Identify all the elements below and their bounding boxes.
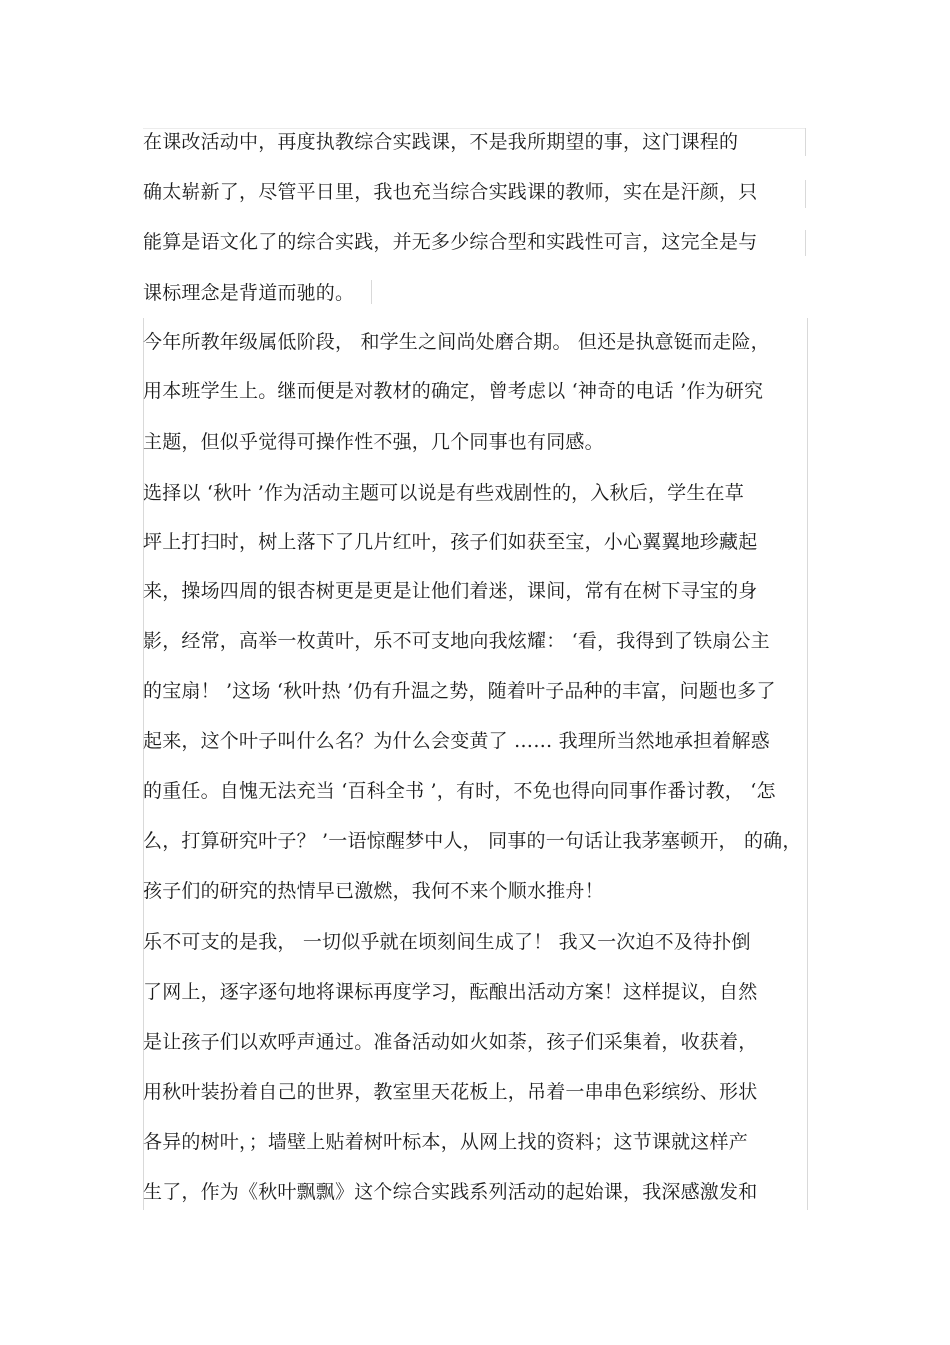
text-line: 用本班学生上。继而便是对教材的确定，曾考虑以 ‘神奇的电话 ’作为研究 xyxy=(143,380,764,402)
text-line: 选择以 ‘秋叶 ’作为活动主题可以说是有些戏剧性的，入秋后，学生在草 xyxy=(143,482,744,504)
text-line: 是让孩子们以欢呼声通过。准备活动如火如荼，孩子们采集着，收获着， xyxy=(143,1031,758,1053)
text-line: 影，经常，高举一枚黄叶，乐不可支地向我炫耀： ‘看，我得到了铁扇公主 xyxy=(143,630,770,652)
text-line: 起来，这个叶子叫什么名？为什么会变黄了 …… 我理所当然地承担着解惑 xyxy=(143,730,770,752)
text-line: 课标理念是背道而驰的。 xyxy=(143,282,355,304)
border-line xyxy=(807,318,808,1210)
text-line: 主题，但似乎觉得可操作性不强，几个同事也有同感。 xyxy=(143,431,604,453)
text-line: 么，打算研究叶子？ ’一语惊醒梦中人， 同事的一句话让我茅塞顿开， 的确， xyxy=(143,830,802,852)
border-line xyxy=(805,230,806,256)
text-line: 能算是语文化了的综合实践，并无多少综合型和实践性可言，这完全是与 xyxy=(143,231,758,253)
text-line: 各异的树叶，；墙壁上贴着树叶标本，从网上找的资料；这节课就这样产 xyxy=(143,1131,748,1153)
text-line: 的重任。自愧无法充当 ‘百科全书 ’，有时，不免也得向同事作番讨教， ‘怎 xyxy=(143,780,776,802)
text-line: 孩子们的研究的热情早已激燃，我何不来个顺水推舟！ xyxy=(143,880,604,902)
text-line: 了网上，逐字逐句地将课标再度学习，酝酿出活动方案！这样提议，自然 xyxy=(143,981,758,1003)
border-line xyxy=(371,280,372,304)
text-line: 在课改活动中，再度执教综合实践课，不是我所期望的事，这门课程的 xyxy=(143,131,739,153)
text-line: 用秋叶装扮着自己的世界，教室里天花板上，吊着一串串色彩缤纷、形状 xyxy=(143,1081,758,1103)
border-line xyxy=(143,128,805,129)
border-line xyxy=(805,180,806,208)
text-line: 的宝扇！ ’这场 ‘秋叶热 ’仍有升温之势，随着叶子品种的丰富，问题也多了 xyxy=(143,680,776,702)
text-line: 乐不可支的是我， 一切似乎就在顷刻间生成了！ 我又一次迫不及待扑倒 xyxy=(143,931,751,953)
text-line: 今年所教年级属低阶段， 和学生之间尚处磨合期。 但还是执意铤而走险， xyxy=(143,331,770,353)
text-line: 坪上打扫时，树上落下了几片红叶，孩子们如获至宝，小心翼翼地珍藏起 xyxy=(143,531,758,553)
text-line: 确太崭新了，尽管平日里，我也充当综合实践课的教师，实在是汗颜，只 xyxy=(143,181,758,203)
text-line: 生了，作为《秋叶飘飘》这个综合实践系列活动的起始课，我深感激发和 xyxy=(143,1181,758,1203)
text-line: 来，操场四周的银杏树更是更是让他们着迷，课间，常有在树下寻宝的身 xyxy=(143,580,758,602)
border-line xyxy=(805,128,806,156)
